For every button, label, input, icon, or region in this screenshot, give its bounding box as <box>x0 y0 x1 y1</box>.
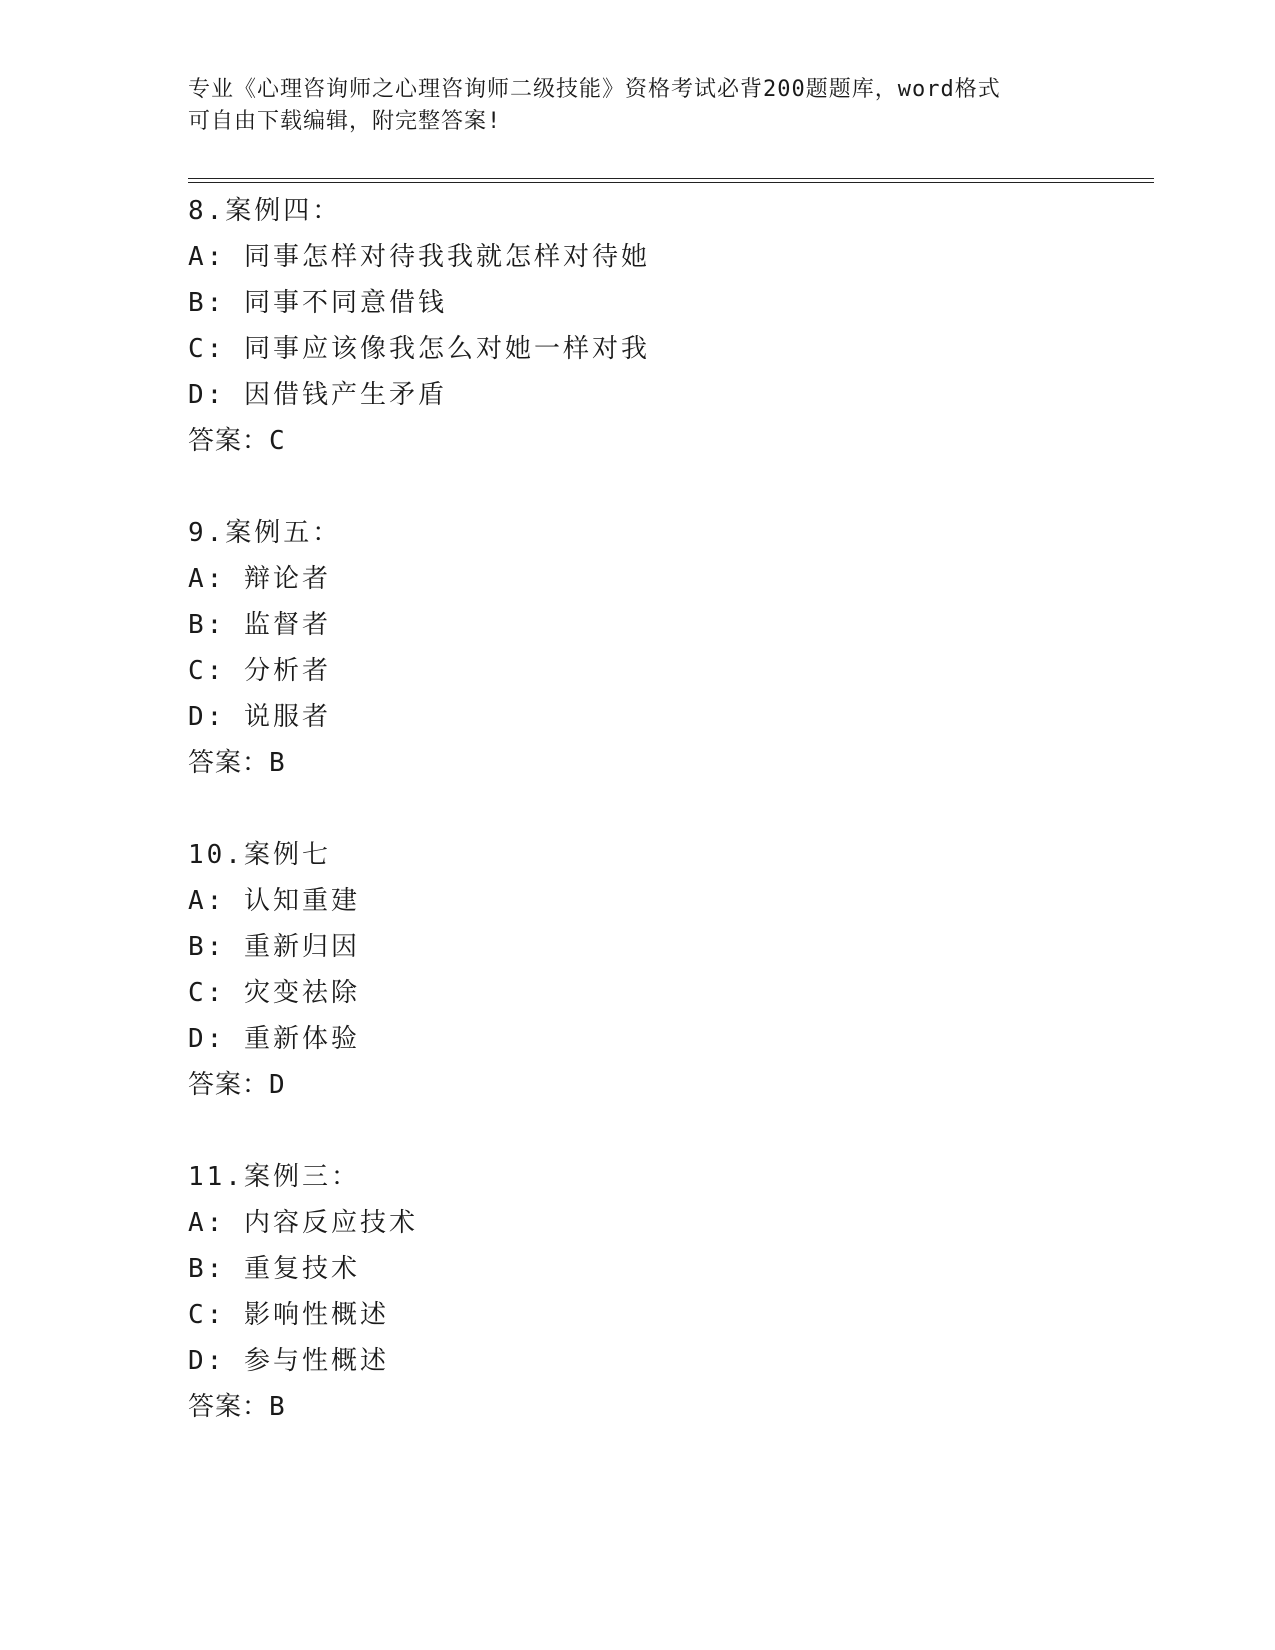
answer-line: 答案：D <box>188 1070 286 1100</box>
option-d: D: 说服者 <box>188 702 331 732</box>
option-c: C: 影响性概述 <box>188 1300 389 1330</box>
question-list <box>188 188 1148 1476</box>
question-10 <box>188 832 1148 1108</box>
option-d: D: 重新体验 <box>188 1024 360 1054</box>
question-stem: 10.案例七 <box>188 840 331 870</box>
option-b: B: 重新归因 <box>188 932 360 962</box>
option-a: A: 辩论者 <box>188 564 331 594</box>
option-a: A: 内容反应技术 <box>188 1208 418 1238</box>
option-a: A: 认知重建 <box>188 886 360 916</box>
option-c: C: 同事应该像我怎么对她一样对我 <box>188 334 650 364</box>
question-stem: 9.案例五： <box>188 518 342 548</box>
question-11 <box>188 1154 1148 1430</box>
option-c: C: 分析者 <box>188 656 331 686</box>
question-stem: 11.案例三： <box>188 1162 360 1192</box>
header-divider-top <box>188 178 1154 179</box>
option-b: B: 重复技术 <box>188 1254 360 1284</box>
option-d: D: 因借钱产生矛盾 <box>188 380 447 410</box>
option-c: C: 灾变祛除 <box>188 978 360 1008</box>
option-b: B: 监督者 <box>188 610 331 640</box>
header-line-1: 专业《心理咨询师之心理咨询师二级技能》资格考试必背200题题库，word格式 <box>188 77 1001 102</box>
option-d: D: 参与性概述 <box>188 1346 389 1376</box>
option-a: A: 同事怎样对待我我就怎样对待她 <box>188 242 650 272</box>
question-8 <box>188 188 1148 464</box>
header-line-2: 可自由下载编辑，附完整答案! <box>188 109 502 134</box>
answer-line: 答案：B <box>188 748 286 778</box>
answer-line: 答案：C <box>188 426 286 456</box>
option-b: B: 同事不同意借钱 <box>188 288 447 318</box>
question-9 <box>188 510 1148 786</box>
question-stem: 8.案例四： <box>188 196 342 226</box>
document-header <box>188 74 1088 138</box>
header-divider-bottom <box>188 182 1154 183</box>
answer-line: 答案：B <box>188 1392 286 1422</box>
